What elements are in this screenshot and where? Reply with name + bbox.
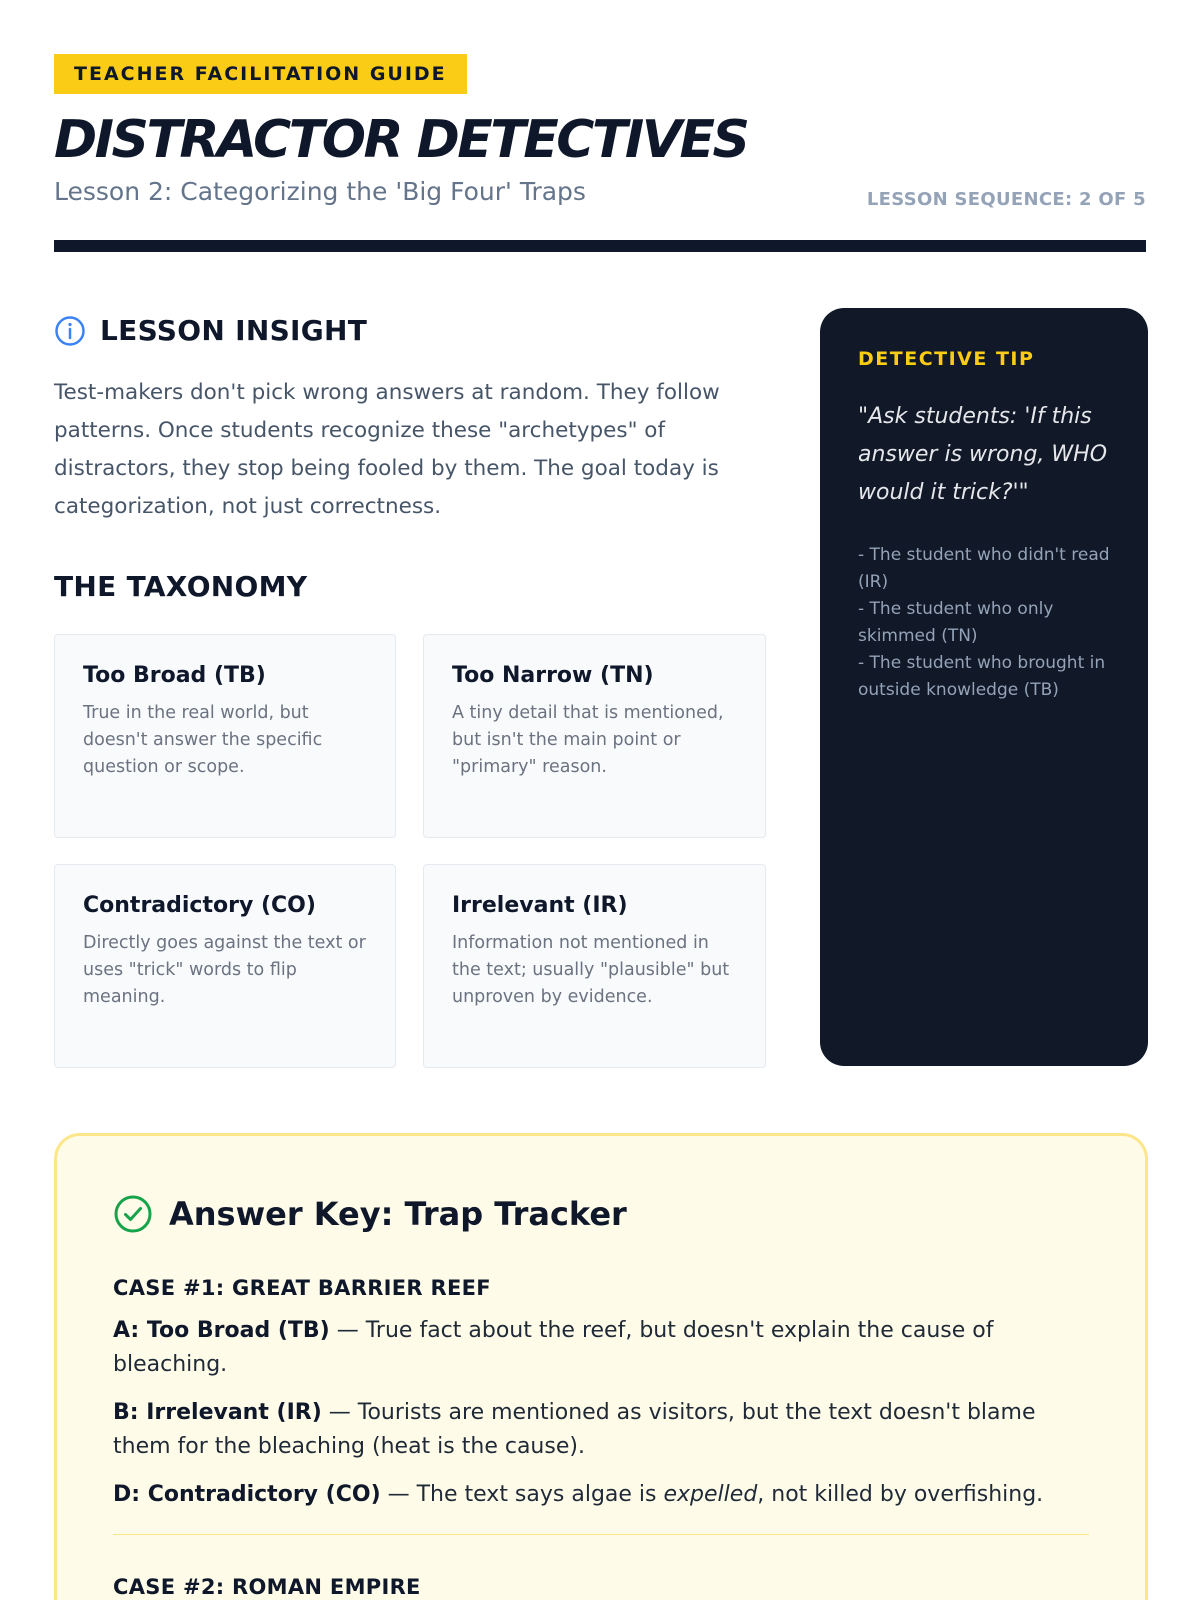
answer-entry — [113, 1314, 1089, 1382]
tip-quote: "Ask students: 'If this answer is wrong, WHO would it trick?'" — [858, 404, 1108, 505]
answer-label: B: Irrelevant (IR) — [113, 1400, 322, 1425]
lesson-sequence: LESSON SEQUENCE: 2 OF 5 — [866, 189, 1146, 210]
insight-body: Test-makers don't pick wrong answers at random. They follow patterns. Once students recognize these "archetypes" of distractors, they stop being fooled by them. The goal today is categorization, not just correctness. — [54, 380, 720, 519]
taxonomy-card-too-broad — [54, 634, 396, 838]
card-title: Too Broad (TB) — [83, 663, 266, 688]
tip-list — [858, 542, 1110, 704]
card-text: A tiny detail that is mentioned, but isn't the main point or "primary" reason. — [452, 703, 724, 777]
answer-text: — The text says algae is — [380, 1482, 664, 1507]
insight-heading: LESSON INSIGHT — [100, 314, 368, 347]
detective-tip-panel — [820, 308, 1148, 1066]
tip-list-item: - The student who didn't read (IR) — [858, 545, 1110, 592]
taxonomy-card-irrelevant — [423, 864, 766, 1068]
answer-key-heading: Answer Key: Trap Tracker — [169, 1195, 627, 1233]
answer-key-panel — [54, 1133, 1148, 1600]
insight-heading-row — [54, 314, 367, 347]
card-text: True in the real world, but doesn't answer the specific question or scope. — [83, 703, 323, 777]
tip-label: DETECTIVE TIP — [858, 348, 1035, 370]
lesson-subtitle: Lesson 2: Categorizing the 'Big Four' Traps — [54, 177, 586, 206]
answer-label: D: Contradictory (CO) — [113, 1482, 381, 1507]
case-title: CASE #2: ROMAN EMPIRE — [113, 1575, 421, 1599]
answer-entry — [113, 1396, 1089, 1464]
answer-label: A: Too Broad (TB) — [113, 1318, 330, 1343]
header-divider — [54, 240, 1146, 252]
card-title: Contradictory (CO) — [83, 893, 316, 918]
answer-entry — [113, 1478, 1089, 1512]
case-divider — [113, 1534, 1089, 1535]
case-title: CASE #1: GREAT BARRIER REEF — [113, 1276, 491, 1300]
answer-key-heading-row — [113, 1194, 1089, 1234]
tip-list-item: - The student who only skimmed (TN) — [858, 599, 1054, 646]
check-circle-icon — [113, 1194, 153, 1234]
answer-text: , not killed by overfishing. — [757, 1482, 1044, 1507]
taxonomy-card-too-narrow — [423, 634, 766, 838]
card-title: Irrelevant (IR) — [452, 893, 628, 918]
page-title: DISTRACTOR DETECTIVES — [54, 110, 748, 170]
answer-text: — True fact about the reef, but doesn't explain the cause of bleaching. — [113, 1318, 994, 1377]
guide-badge: TEACHER FACILITATION GUIDE — [54, 54, 467, 94]
card-title: Too Narrow (TN) — [452, 663, 654, 688]
answer-emphasis: expelled — [663, 1482, 758, 1507]
taxonomy-card-contradictory — [54, 864, 396, 1068]
card-text: Directly goes against the text or uses "trick" words to flip meaning. — [83, 933, 366, 1007]
card-text: Information not mentioned in the text; usually "plausible" but unproven by evidence. — [452, 933, 730, 1007]
answer-text: — Tourists are mentioned as visitors, but the text doesn't blame them for the bleaching (heat is the cause). — [113, 1400, 1036, 1459]
tip-list-item: - The student who brought in outside knowledge (TB) — [858, 653, 1106, 700]
info-icon — [54, 315, 86, 347]
taxonomy-heading: THE TAXONOMY — [54, 570, 308, 603]
